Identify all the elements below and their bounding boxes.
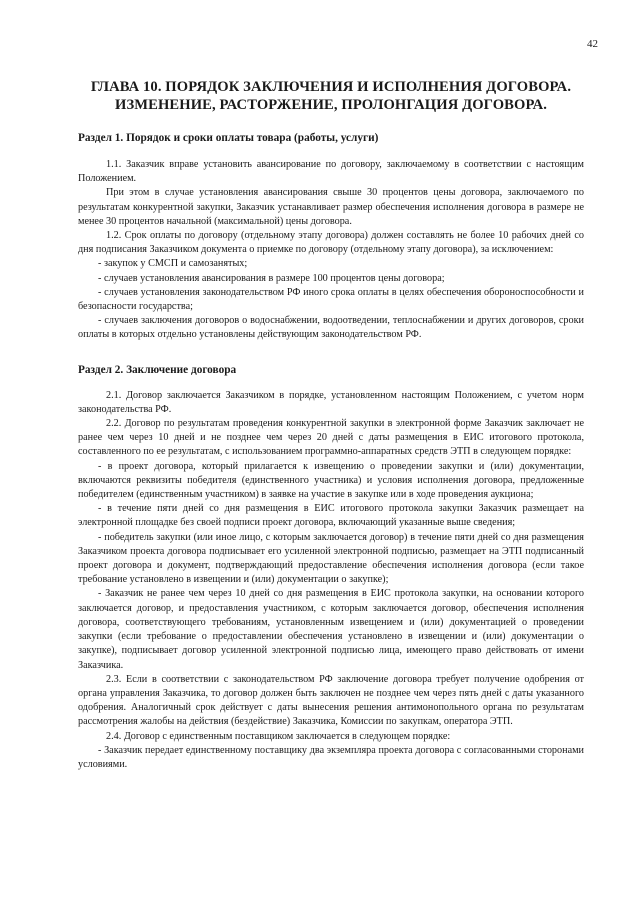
list-item: - Заказчик не ранее чем через 10 дней со дня размещения в ЕИС протокола закупки, на основании которого заключается договор, и предоставления участником, с которым заключается договор, обеспечения исполнения договора, соответствующего требованиям, установленным извещением и (или) документацией о проведении закупки (если требование о предоставлении обеспечения установлено в извещении и (или) документации о закупке), подписывает договор усиленной электронной подписью лица, имеющего право действовать от имени Заказчика.	[78, 588, 584, 671]
chapter-title	[78, 78, 584, 114]
page-number: 42	[587, 38, 598, 50]
paragraph-2-1: 2.1. Договор заключается Заказчиком в порядке, установленном настоящим Положением, с учетом норм законодательства РФ.	[78, 389, 584, 415]
chapter-title-line-2: ИЗМЕНЕНИЕ, РАСТОРЖЕНИЕ, ПРОЛОНГАЦИЯ ДОГОВОРА.	[115, 97, 547, 113]
list-item: - закупок у СМСП и самозанятых;	[98, 258, 248, 270]
paragraph-2-4: 2.4. Договор с единственным поставщиком заключается в следующем порядке:	[106, 730, 451, 742]
list-item: - случаев установления авансирования в размере 100 процентов цены договора;	[98, 272, 445, 284]
paragraph-1-2: 1.2. Срок оплаты по договору (отдельному этапу договора) должен составлять не более 10 рабочих дней со дня подписания Заказчиком документа о приемке по договору (отдельному этапу договора), за исключением:	[78, 230, 584, 256]
section-1-title: Раздел 1. Порядок и сроки оплаты товара (работы, услуги)	[78, 132, 379, 144]
list-item: - Заказчик передает единственному поставщику два экземпляра проекта договора с согласованными сторонами условиями.	[78, 744, 584, 770]
list-item: - случаев установления законодательством РФ иного срока оплаты в целях обеспечения обороноспособности и безопасности государства;	[78, 286, 584, 313]
paragraph-2-3: 2.3. Если в соответствии с законодательством РФ заключение договора требует получение одобрения от органа управления Заказчика, то договор должен быть заключен не позднее чем через пять дней с даты указанного одобрения. Аналогичный срок действует с даты вынесения решения антимонопольного органа по результатам рассмотрения жалобы на действия (бездействие) Заказчика, Комиссии по закупкам, оператора ЭТП.	[78, 673, 584, 728]
list-item: - в проект договора, который прилагается к извещению о проведении закупки и (или) документации, включаются реквизиты победителя (единственного участника) и условия исполнения договора, предложенные победителем (единственным участником) в заявке на участие в закупке или в ходе проведения аукциона;	[78, 460, 584, 501]
paragraph-1-1: 1.1. Заказчик вправе установить авансирование по договору, заключаемому в соответствии с настоящим Положением.	[78, 159, 584, 185]
list-item: - случаев заключения договоров о водоснабжении, водоотведении, теплоснабжении и других договоров, сроки оплаты в которых отдельно установлены действующим законодательством РФ.	[78, 315, 584, 341]
section-2-title: Раздел 2. Заключение договора	[78, 363, 237, 376]
paragraph-2-2: 2.2. Договор по результатам проведения конкурентной закупки в электронной форме Заказчик заключает не ранее чем через 10 дней и не позднее чем через 20 дней с даты размещения в ЕИС итогового протокола, составленного по ее результатам, с использованием программно-аппаратных средств ЭТП в следующем порядке:	[78, 418, 584, 458]
list-item: - в течение пяти дней со дня размещения в ЕИС итогового протокола закупки Заказчик размещает на электронной площадке без своей подписи проект договора, включающий указанные выше сведения;	[78, 503, 584, 529]
list-item: - победитель закупки (или иное лицо, с которым заключается договор) в течение пяти дней со дня размещения Заказчиком проекта договора подписывает его усиленной электронной подписью, размещает на ЭТП подписанный проект договора и документ, подтверждающий предоставление обеспечения исполнения договора (если такое требование установлено в извещении и (или) документации о закупке);	[78, 531, 584, 586]
chapter-title-line-1: ГЛАВА 10. ПОРЯДОК ЗАКЛЮЧЕНИЯ И ИСПОЛНЕНИЯ ДОГОВОРА.	[90, 79, 572, 95]
paragraph-1-1-advance: При этом в случае установления авансирования свыше 30 процентов цены договора, заключаемого по результатам конкурентной закупки, Заказчик устанавливает размер обеспечения исполнения договора в размере не менее 30 процентов начальной (максимальной) цены договора.	[78, 187, 584, 227]
